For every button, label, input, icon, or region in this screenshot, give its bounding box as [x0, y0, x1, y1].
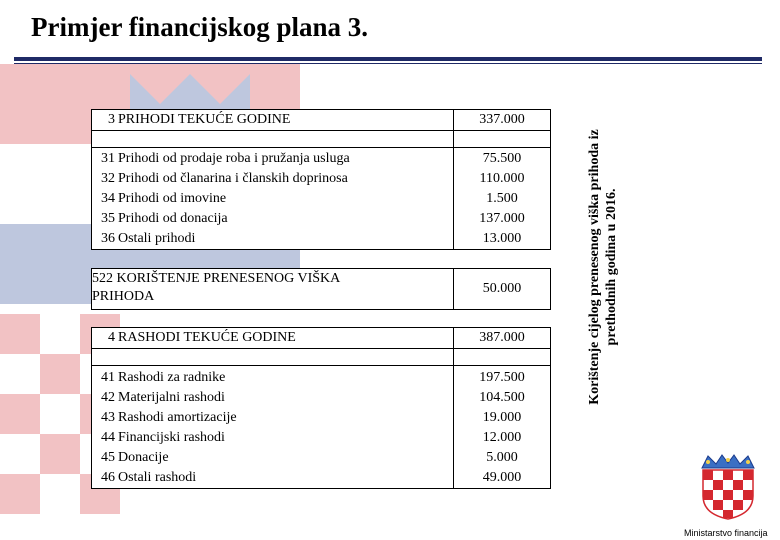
expense-item-code: 41: [101, 370, 115, 385]
expense-item-label: Financijski rashodi: [118, 430, 225, 445]
expense-item-label: Materijalni rashodi: [118, 390, 225, 405]
income-item-label: Prihodi od prodaje roba i pružanja usluga: [118, 151, 350, 166]
expense-header-spacer-left: [91, 348, 454, 366]
surplus-value: 50.000: [482, 281, 522, 296]
slide-title: Primjer financijskog plana 3.: [31, 12, 368, 42]
income-header-code: 3: [108, 112, 115, 127]
income-header-value: 337.000: [479, 112, 525, 127]
income-item-value: 1.500: [486, 191, 518, 206]
surplus-line1: [92, 270, 340, 288]
income-item-code: 34: [101, 191, 115, 206]
expense-item-code: 44: [101, 430, 115, 445]
expense-item-code: 46: [101, 470, 115, 485]
coat-of-arms-icon: [700, 454, 756, 520]
expense-item-code: 45: [101, 450, 115, 465]
income-header-spacer-left: [91, 130, 454, 148]
income-item-value: 137.000: [479, 211, 525, 226]
income-item-code: 36: [101, 231, 115, 246]
expense-header-label: RASHODI TEKUĆE GODINE: [118, 330, 296, 345]
expense-item-label: Donacije: [118, 450, 169, 465]
expense-item-value: 197.500: [479, 370, 525, 385]
expense-item-label: Ostali rashodi: [118, 470, 197, 485]
surplus-code: 522: [92, 271, 113, 286]
income-item-label: Ostali prihodi: [118, 231, 196, 246]
expense-header-spacer-right: [453, 348, 551, 366]
income-item-code: 31: [101, 151, 115, 166]
expense-item-value: 5.000: [486, 450, 518, 465]
expense-item-value: 19.000: [482, 410, 522, 425]
income-item-label: Prihodi od imovine: [118, 191, 227, 206]
side-note-line2: prethodnih godina u 2016.: [604, 188, 619, 346]
expense-item-value: 104.500: [479, 390, 525, 405]
side-note: [586, 57, 620, 477]
expense-item-value: 12.000: [482, 430, 522, 445]
income-item-value: 13.000: [482, 231, 522, 246]
income-header-label: PRIHODI TEKUĆE GODINE: [118, 112, 291, 127]
income-header-spacer-right: [453, 130, 551, 148]
surplus-label-line2: PRIHODA: [92, 289, 155, 304]
income-item-value: 110.000: [479, 171, 525, 186]
coat-of-arms-logo: [700, 454, 756, 520]
income-item-value: 75.500: [482, 151, 522, 166]
expense-header-value: 387.000: [479, 330, 525, 345]
expense-item-code: 42: [101, 390, 115, 405]
income-item-label: Prihodi od članarina i članskih doprinosa: [118, 171, 348, 186]
expense-header-code: 4: [108, 330, 115, 345]
expense-item-code: 43: [101, 410, 115, 425]
income-item-code: 35: [101, 211, 115, 226]
expense-item-label: Rashodi za radnike: [118, 370, 226, 385]
footer-ministry: Ministarstvo financija: [684, 528, 768, 538]
expense-item-value: 49.000: [482, 470, 522, 485]
title-rule: [14, 57, 762, 61]
income-item-label: Prihodi od donacija: [118, 211, 228, 226]
surplus-label-line1: KORIŠTENJE PRENESENOG VIŠKA: [116, 271, 341, 286]
income-item-code: 32: [101, 171, 115, 186]
expense-item-label: Rashodi amortizacije: [118, 410, 237, 425]
side-note-line1: Korištenje cijelog prenesenog viška prihoda iz: [587, 129, 602, 405]
